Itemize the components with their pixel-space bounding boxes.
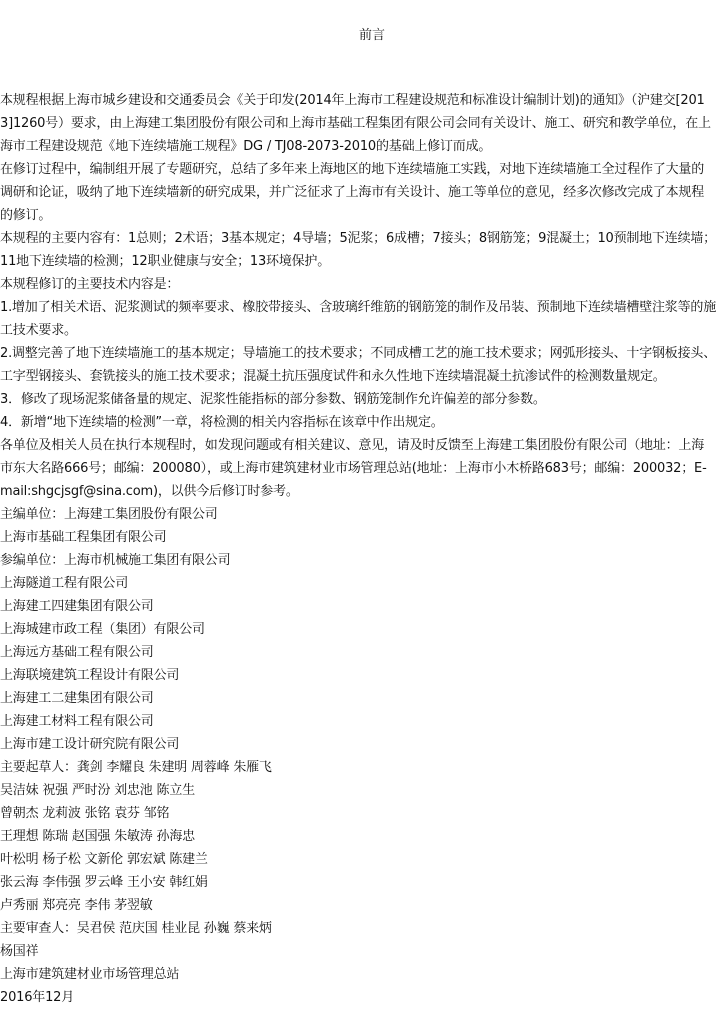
drafters-line: 叶松明 杨子松 文新伦 郭宏斌 陈建兰 <box>0 852 208 867</box>
participating-unit: 上海隧道工程有限公司 <box>0 576 129 591</box>
paragraph-tech-item-4: 4．新增“地下连续墙的检测”一章，将检测的相关内容指标在该章中作出规定。 <box>0 415 444 430</box>
drafters-line: 王理想 陈瑞 赵国强 朱敏涛 孙海忠 <box>0 829 195 844</box>
document-date: 2016年12月 <box>0 990 75 1005</box>
participating-unit: 上海市建工设计研究院有限公司 <box>0 737 180 752</box>
chief-editor-unit: 主编单位：上海建工集团股份有限公司 <box>0 507 218 522</box>
main-drafters: 主要起草人：龚剑 李耀良 朱建明 周蓉峰 朱雁飞 <box>0 760 272 775</box>
participating-unit: 上海联境建筑工程设计有限公司 <box>0 668 180 683</box>
paragraph-tech-item-3: 3．修改了现场泥浆储备量的规定、泥浆性能指标的部分参数、钢筋笼制作允许偏差的部分参数。 <box>0 392 546 407</box>
drafters-line: 卢秀丽 郑亮亮 李伟 茅翌敏 <box>0 898 153 913</box>
paragraph-intro: 本规程根据上海市城乡建设和交通委员会《关于印发(2014年上海市工程建设规范和标准设计编制计划)的通知》（沪建交[2013]1260号）要求，由上海建工集团股份有限公司和上海市基础工程集团有限公司会同有关设计、施工、研究和教学单位，在上海市工程建设规范《地下连续墙施工规程》DG / TJ08-2073-2010的基础上修订而成。 <box>0 93 711 154</box>
paragraph-tech-contents-heading: 本规程修订的主要技术内容是： <box>0 277 180 292</box>
drafters-line: 吴洁妹 祝强 严时汾 刘忠池 陈立生 <box>0 783 195 798</box>
chief-editor-unit-2: 上海市基础工程集团有限公司 <box>0 530 167 545</box>
participating-unit: 上海建工四建集团有限公司 <box>0 599 154 614</box>
paragraph-tech-item-2: 2.调整完善了地下连续墙施工的基本规定；导墙施工的技术要求；不同成槽工艺的施工技术要求；网弧形接头、十字钢板接头、工字型钢接头、套铣接头的施工技术要求；混凝土抗压强度试件和永久性地下连续墙混凝土抗渗试件的检测数量规定。 <box>0 346 717 384</box>
drafters-line: 张云海 李伟强 罗云峰 王小安 韩红娟 <box>0 875 208 890</box>
page-title: 前言 <box>358 28 385 43</box>
paragraph-tech-item-1: 1.增加了相关术语、泥浆测试的频率要求、橡胶带接头、含玻璃纤维筋的钢筋笼的制作及吊装、预制地下连续墙槽壁注浆等的施工技术要求。 <box>0 300 717 338</box>
paragraph-main-contents: 本规程的主要内容有：1总则；2术语；3基本规定；4导墙；5泥浆；6成槽；7接头；8钢筋笼；9混凝土；10预制地下连续墙；11地下连续墙的检测；12职业健康与安全；13环境保护。 <box>0 231 716 269</box>
issuing-authority: 上海市建筑建材业市场管理总站 <box>0 967 180 982</box>
main-reviewers: 主要审查人：吴君侯 范庆国 桂业昆 孙巍 蔡来炳 <box>0 921 272 936</box>
reviewers-line: 杨国祥 <box>0 944 39 959</box>
participating-unit: 上海建工材料工程有限公司 <box>0 714 154 729</box>
drafters-line: 曾朝杰 龙莉波 张铭 袁芬 邹铭 <box>0 806 170 821</box>
document-body <box>0 89 716 1009</box>
participating-unit: 上海城建市政工程（集团）有限公司 <box>0 622 205 637</box>
paragraph-feedback: 各单位及相关人员在执行本规程时，如发现问题或有相关建议、意见，请及时反馈至上海建工集团股份有限公司（地址：上海市东大名路666号；邮编：200080），或上海市建筑建材业市场管理总站(地址：上海市小木桥路683号；邮编：200032；E-mail:shgcjsgf@sina.com)，以供今后修订时参考。 <box>0 438 707 499</box>
participating-unit: 上海远方基础工程有限公司 <box>0 645 154 660</box>
participating-unit: 参编单位：上海市机械施工集团有限公司 <box>0 553 231 568</box>
participating-unit: 上海建工二建集团有限公司 <box>0 691 154 706</box>
paragraph-revision-process: 在修订过程中，编制组开展了专题研究，总结了多年来上海地区的地下连续墙施工实践，对地下连续墙施工全过程作了大量的调研和论证，吸纳了地下连续墙新的研究成果，并广泛征求了上海市有关设计、施工等单位的意见，经多次修改完成了本规程的修订。 <box>0 162 705 223</box>
